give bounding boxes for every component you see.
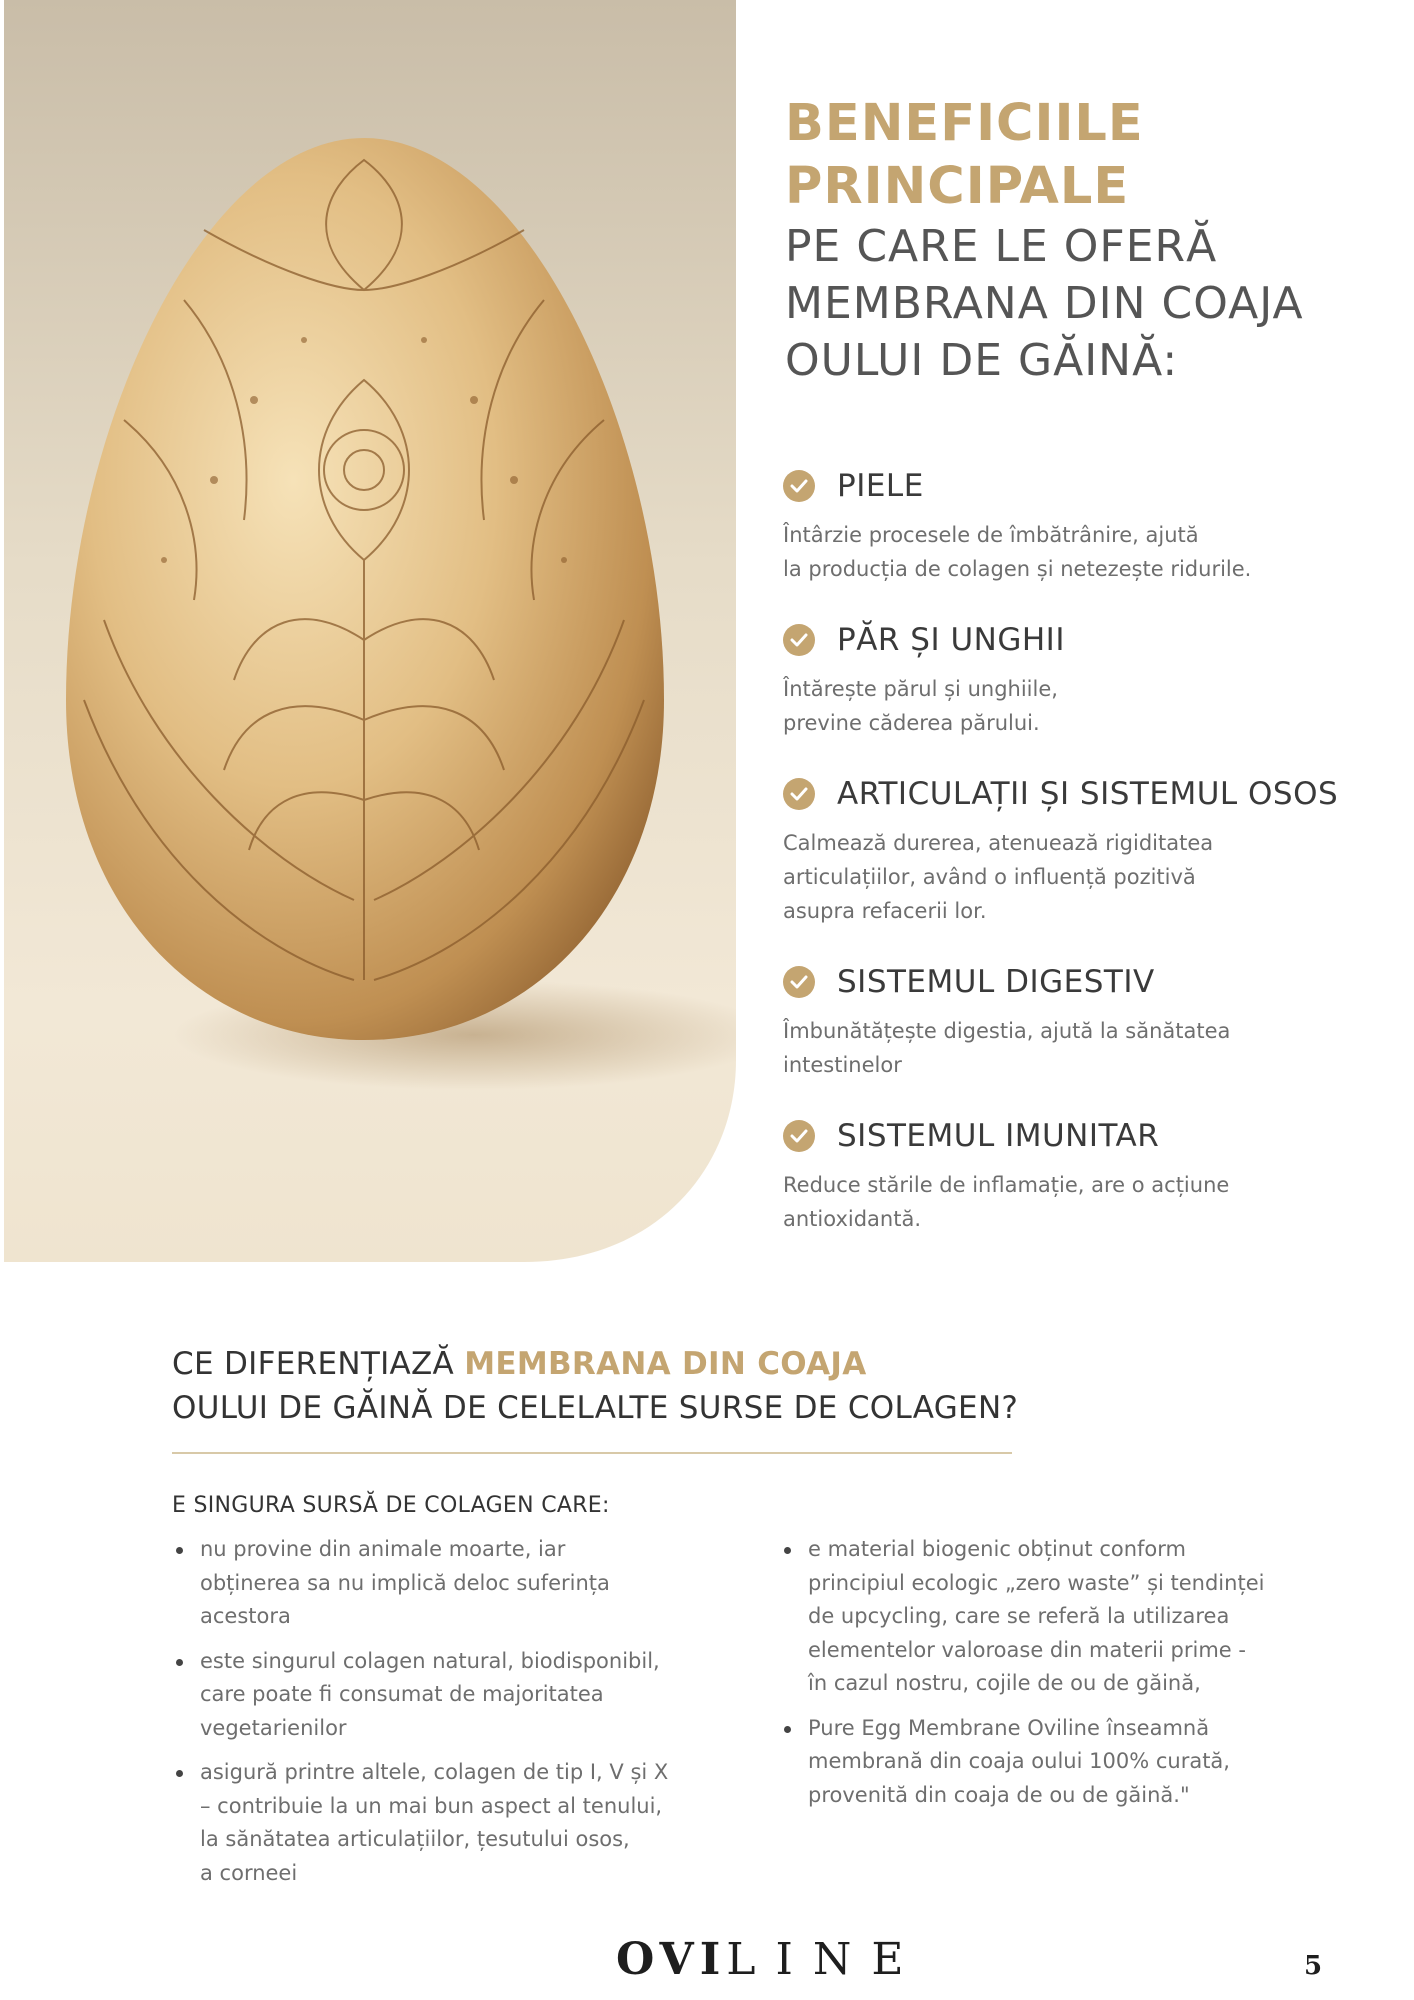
check-circle-icon (783, 1120, 815, 1152)
hero-egg-image (4, 0, 736, 1262)
check-circle-icon (783, 624, 815, 656)
brand-logo: OVILINE (616, 1934, 924, 1985)
benefit-title: SISTEMUL DIGESTIV (837, 964, 1155, 1000)
heading-line-5: OULUI DE GĂINĂ: (785, 335, 1179, 386)
check-circle-icon (783, 778, 815, 810)
section-title: CE DIFERENȚIAZĂ MEMBRANA DIN COAJA OULUI DE GĂINĂ DE CELELALTE SURSE DE COLAGEN? (172, 1346, 1019, 1426)
section-divider (172, 1452, 1012, 1454)
list-item: e material biogenic obținut conform principiul ecologic „zero waste” și tendinței de upcycling, care se referă la utilizarea elementelor valoroase din materii prime - în cazul nostru, cojile de ou de găină, (780, 1533, 1340, 1701)
heading-line-2: PRINCIPALE (785, 157, 1130, 216)
section-title-highlight: MEMBRANA DIN COAJA (464, 1346, 867, 1382)
benefit-item-joints (783, 774, 1383, 928)
benefit-item-digestive (783, 962, 1383, 1082)
benefit-item-immune (783, 1116, 1383, 1236)
check-circle-icon (783, 470, 815, 502)
list-item: asigură printre altele, colagen de tip I, V și X – contribuie la un mai bun aspect al tenului, la sănătatea articulațiilor, țesutului osos, a corneei (172, 1756, 732, 1890)
benefit-description: Întârzie procesele de îmbătrânire, ajută la producția de colagen și netezește ridurile. (783, 523, 1252, 581)
list-item: nu provine din animale moarte, iar obținerea sa nu implică deloc suferința acestora (172, 1533, 732, 1634)
heading-line-4: MEMBRANA DIN COAJA (785, 278, 1304, 329)
benefit-description: Întărește părul și unghiile, previne căderea părului. (783, 677, 1058, 735)
benefit-description: Îmbunătățește digestia, ajută la sănătatea intestinelor (783, 1019, 1231, 1077)
list-item: este singurul colagen natural, biodisponibil, care poate fi consumat de majoritatea vegetarienilor (172, 1645, 732, 1746)
benefit-title: PĂR ȘI UNGHII (837, 622, 1065, 658)
benefit-item-hair-nails (783, 620, 1383, 740)
benefit-title: SISTEMUL IMUNITAR (837, 1118, 1160, 1154)
heading-line-3: PE CARE LE OFERĂ (785, 221, 1218, 272)
benefits-heading (785, 92, 1385, 389)
heading-line-1: BENEFICIILE (785, 94, 1144, 153)
benefit-title: ARTICULAȚII ȘI SISTEMUL OSOS (837, 776, 1339, 812)
page-number: 5 (1304, 1951, 1323, 1981)
benefit-description: Calmează durerea, atenuează rigiditatea articulațiilor, având o influență pozitivă asupra refacerii lor. (783, 831, 1214, 923)
bullet-list-left (172, 1533, 732, 1901)
benefit-item-skin (783, 466, 1383, 586)
unique-source-label: E SINGURA SURSĂ DE COLAGEN CARE: (172, 1493, 610, 1518)
bullet-list-right (780, 1533, 1340, 1823)
list-item: Pure Egg Membrane Oviline înseamnă membrană din coaja oului 100% curată, provenită din coaja de ou de găină." (780, 1712, 1340, 1813)
check-circle-icon (783, 966, 815, 998)
benefit-description: Reduce stările de inflamație, are o acțiune antioxidantă. (783, 1173, 1230, 1231)
benefit-title: PIELE (837, 468, 924, 504)
